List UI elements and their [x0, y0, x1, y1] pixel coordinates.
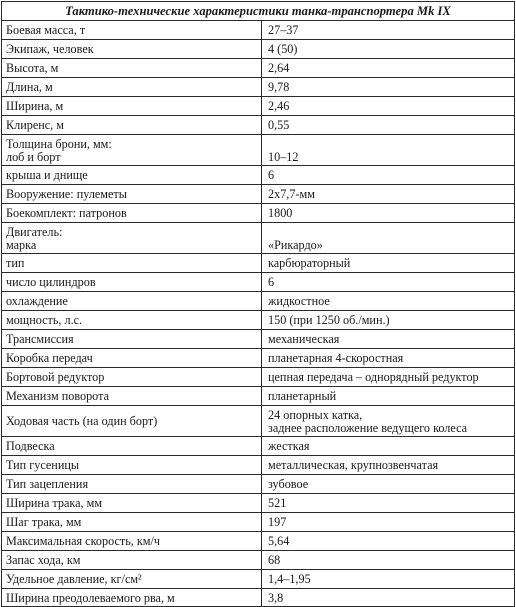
value-cell: 2х7,7-мм [262, 185, 515, 204]
value-cell: жесткая [262, 437, 515, 456]
value-cell: механическая [262, 330, 515, 349]
value-cell: 521 [262, 494, 515, 513]
parameter-cell: Трансмиссия [2, 330, 262, 349]
table-row [2, 437, 515, 456]
parameter-cell: Тип зацепления [2, 475, 262, 494]
table-row [2, 513, 515, 532]
parameter-cell: Коробка передач [2, 349, 262, 368]
specifications-table-body [2, 2, 515, 607]
table-row [2, 254, 515, 273]
table-row [2, 78, 515, 97]
parameter-cell: Максимальная скорость, км/ч [2, 532, 262, 551]
value-cell: 5,64 [262, 532, 515, 551]
parameter-cell: Ширина трака, мм [2, 494, 262, 513]
value-cell: 2,46 [262, 97, 515, 116]
parameter-cell: Высота, м [2, 59, 262, 78]
parameter-cell: Ширина, м [2, 97, 262, 116]
value-cell: 4 (50) [262, 40, 515, 59]
table-row [2, 494, 515, 513]
specifications-table [1, 1, 515, 607]
parameter-cell: охлаждение [2, 292, 262, 311]
table-row [2, 570, 515, 589]
parameter-cell: Боевая масса, т [2, 21, 262, 40]
parameter-cell: мощность, л.с. [2, 311, 262, 330]
table-row [2, 551, 515, 570]
table-row [2, 59, 515, 78]
value-cell: 1,4–1,95 [262, 570, 515, 589]
value-cell: жидкостное [262, 292, 515, 311]
table-row [2, 135, 515, 166]
value-cell: 2,64 [262, 59, 515, 78]
value-cell: 150 (при 1250 об./мин.) [262, 311, 515, 330]
parameter-cell: Ходовая часть (на один борт) [2, 406, 262, 437]
value-cell: 6 [262, 166, 515, 185]
value-cell: «Рикардо» [262, 223, 515, 254]
table-row [2, 40, 515, 59]
parameter-cell: Бортовой редуктор [2, 368, 262, 387]
value-cell: 24 опорных катка, заднее расположение ведущего колеса [262, 406, 515, 437]
table-row [2, 204, 515, 223]
table-row [2, 223, 515, 254]
value-cell: 6 [262, 273, 515, 292]
table-row [2, 532, 515, 551]
table-row [2, 475, 515, 494]
table-row [2, 273, 515, 292]
parameter-cell: тип [2, 254, 262, 273]
parameter-cell: число цилиндров [2, 273, 262, 292]
value-cell: зубовое [262, 475, 515, 494]
table-row [2, 116, 515, 135]
parameter-cell: Толщина брони, мм: лоб и борт [2, 135, 262, 166]
parameter-cell: Экипаж, человек [2, 40, 262, 59]
parameter-cell: крыша и днище [2, 166, 262, 185]
table-caption: Тактико-технические характеристики танка-транспортера Mk IX [2, 2, 515, 21]
parameter-cell: Подвеска [2, 437, 262, 456]
table-row [2, 292, 515, 311]
value-cell: планетарная 4-скоростная [262, 349, 515, 368]
parameter-cell: Клиренс, м [2, 116, 262, 135]
value-cell: металлическая, крупнозвенчатая [262, 456, 515, 475]
table-caption-row [2, 2, 515, 21]
table-row [2, 166, 515, 185]
parameter-cell: Вооружение: пулеметы [2, 185, 262, 204]
table-row [2, 368, 515, 387]
table-row [2, 406, 515, 437]
value-cell: цепная передача – однорядный редуктор [262, 368, 515, 387]
value-cell: 1800 [262, 204, 515, 223]
value-cell: 197 [262, 513, 515, 532]
table-row [2, 97, 515, 116]
value-cell: карбюраторный [262, 254, 515, 273]
parameter-cell: Тип гусеницы [2, 456, 262, 475]
table-row [2, 185, 515, 204]
value-cell: 0,55 [262, 116, 515, 135]
table-row [2, 589, 515, 607]
table-row [2, 330, 515, 349]
parameter-cell: Удельное давление, кг/см² [2, 570, 262, 589]
table-row [2, 311, 515, 330]
value-cell: 27–37 [262, 21, 515, 40]
value-cell: планетарный [262, 387, 515, 406]
value-cell: 9,78 [262, 78, 515, 97]
table-row [2, 349, 515, 368]
value-cell: 68 [262, 551, 515, 570]
parameter-cell: Ширина преодолеваемого рва, м [2, 589, 262, 607]
parameter-cell: Двигатель: марка [2, 223, 262, 254]
value-cell: 3,8 [262, 589, 515, 607]
parameter-cell: Запас хода, км [2, 551, 262, 570]
table-row [2, 456, 515, 475]
parameter-cell: Длина, м [2, 78, 262, 97]
parameter-cell: Механизм поворота [2, 387, 262, 406]
parameter-cell: Шаг трака, мм [2, 513, 262, 532]
table-row [2, 21, 515, 40]
value-cell: 10–12 [262, 135, 515, 166]
parameter-cell: Боекомплект: патронов [2, 204, 262, 223]
table-row [2, 387, 515, 406]
